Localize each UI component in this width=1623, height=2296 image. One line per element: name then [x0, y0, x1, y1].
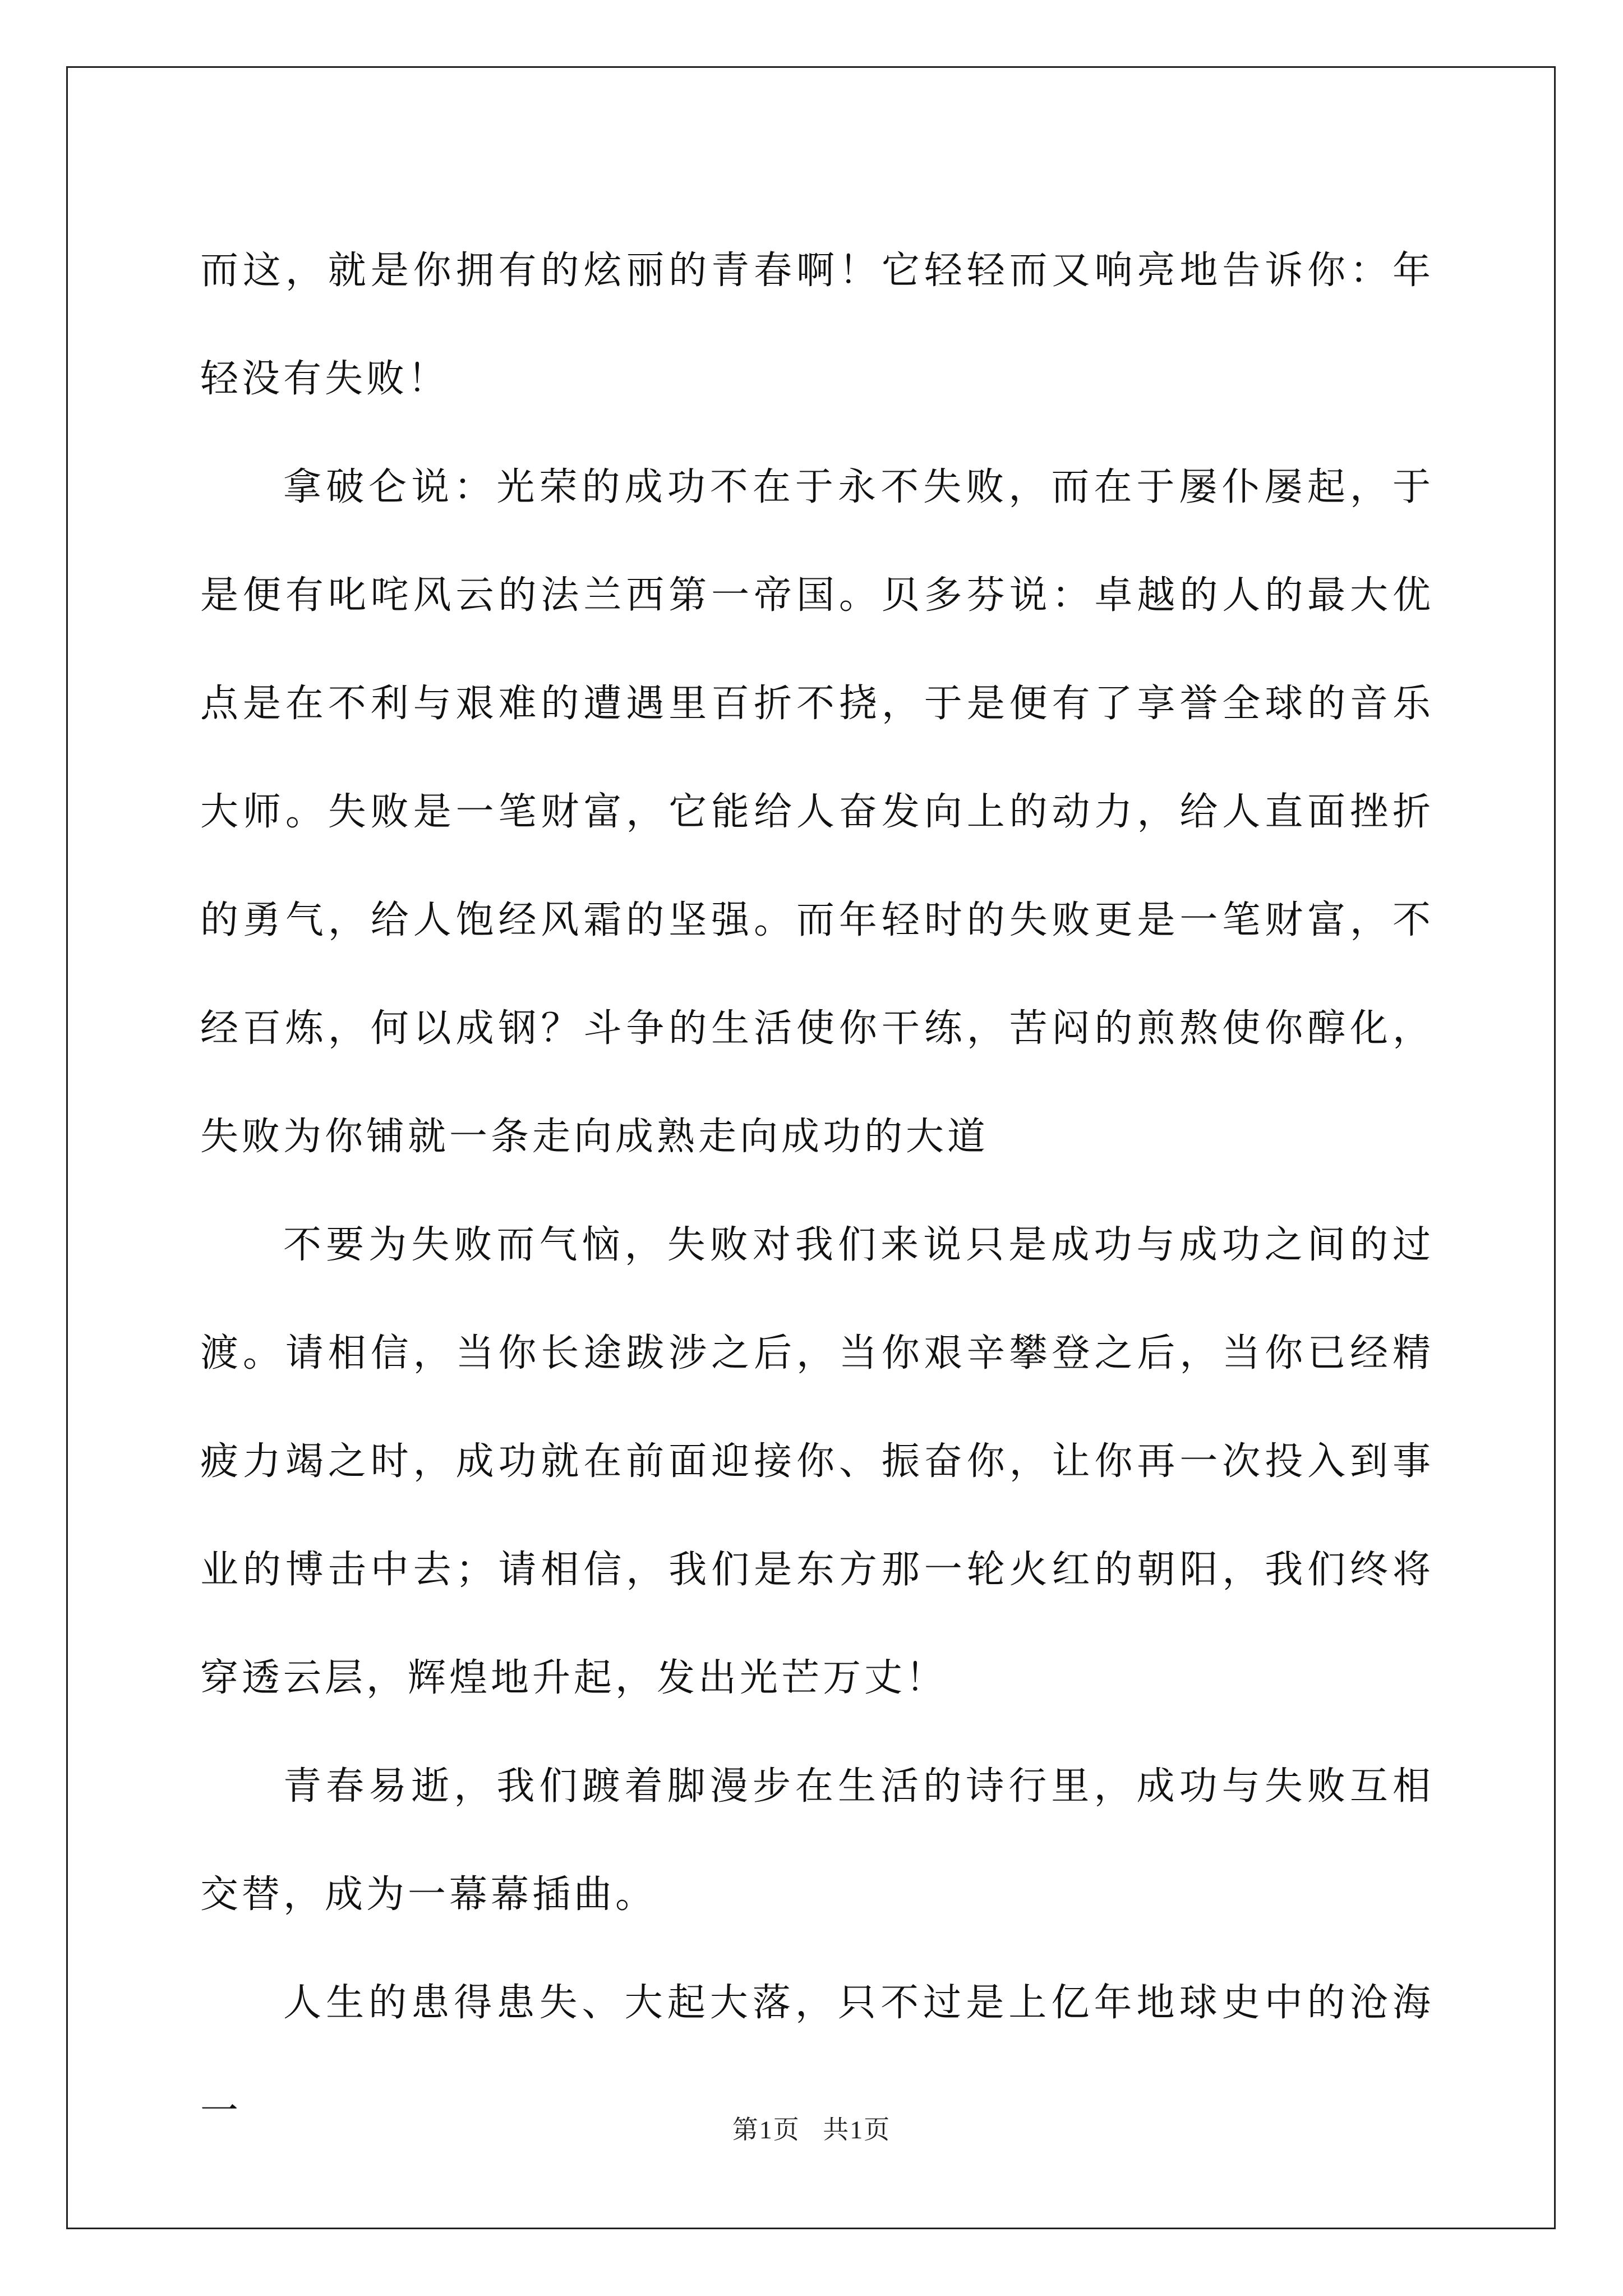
- paragraph: 人生的患得患失、大起大落，只不过是上亿年地球史中的沧海一: [200, 1981, 1434, 2133]
- page-total: 共1页: [823, 2115, 891, 2144]
- page-footer: [0, 2109, 1623, 2146]
- paragraph: 拿破仑说：光荣的成功不在于永不失败，而在于屡仆屡起，于是便有叱咤风云的法兰西第一帝国。贝多芬说：卓越的人的最大优点是在不利与艰难的遭遇里百折不挠，于是便有了享誉全球的音乐大师。失败是一笔财富，它能给人奋发向上的动力，给人直面挫折的勇气，给人饱经风霜的坚强。而年轻时的失败更是一笔财富，不经百炼，何以成钢？斗争的生活使你干练，苦闷的煎熬使你醇化，失败为你铺就一条走向成熟走向成功的大道: [200, 465, 1434, 1159]
- document-body: [200, 217, 1434, 2165]
- paragraph: 青春易逝，我们踱着脚漫步在生活的诗行里，成功与失败互相交替，成为一幕幕插曲。: [200, 1764, 1434, 1917]
- paragraph: 不要为失败而气恼，失败对我们来说只是成功与成功之间的过渡。请相信，当你长途跋涉之后，当你艰辛攀登之后，当你已经精疲力竭之时，成功就在前面迎接你、振奋你，让你再一次投入到事业的博击中去；请相信，我们是东方那一轮火红的朝阳，我们终将穿透云层，辉煌地升起，发出光芒万丈！: [200, 1223, 1434, 1700]
- page-number: 第1页: [732, 2115, 800, 2144]
- paragraph: 而这，就是你拥有的炫丽的青春啊！它轻轻而又响亮地告诉你：年轻没有失败！: [200, 249, 1434, 401]
